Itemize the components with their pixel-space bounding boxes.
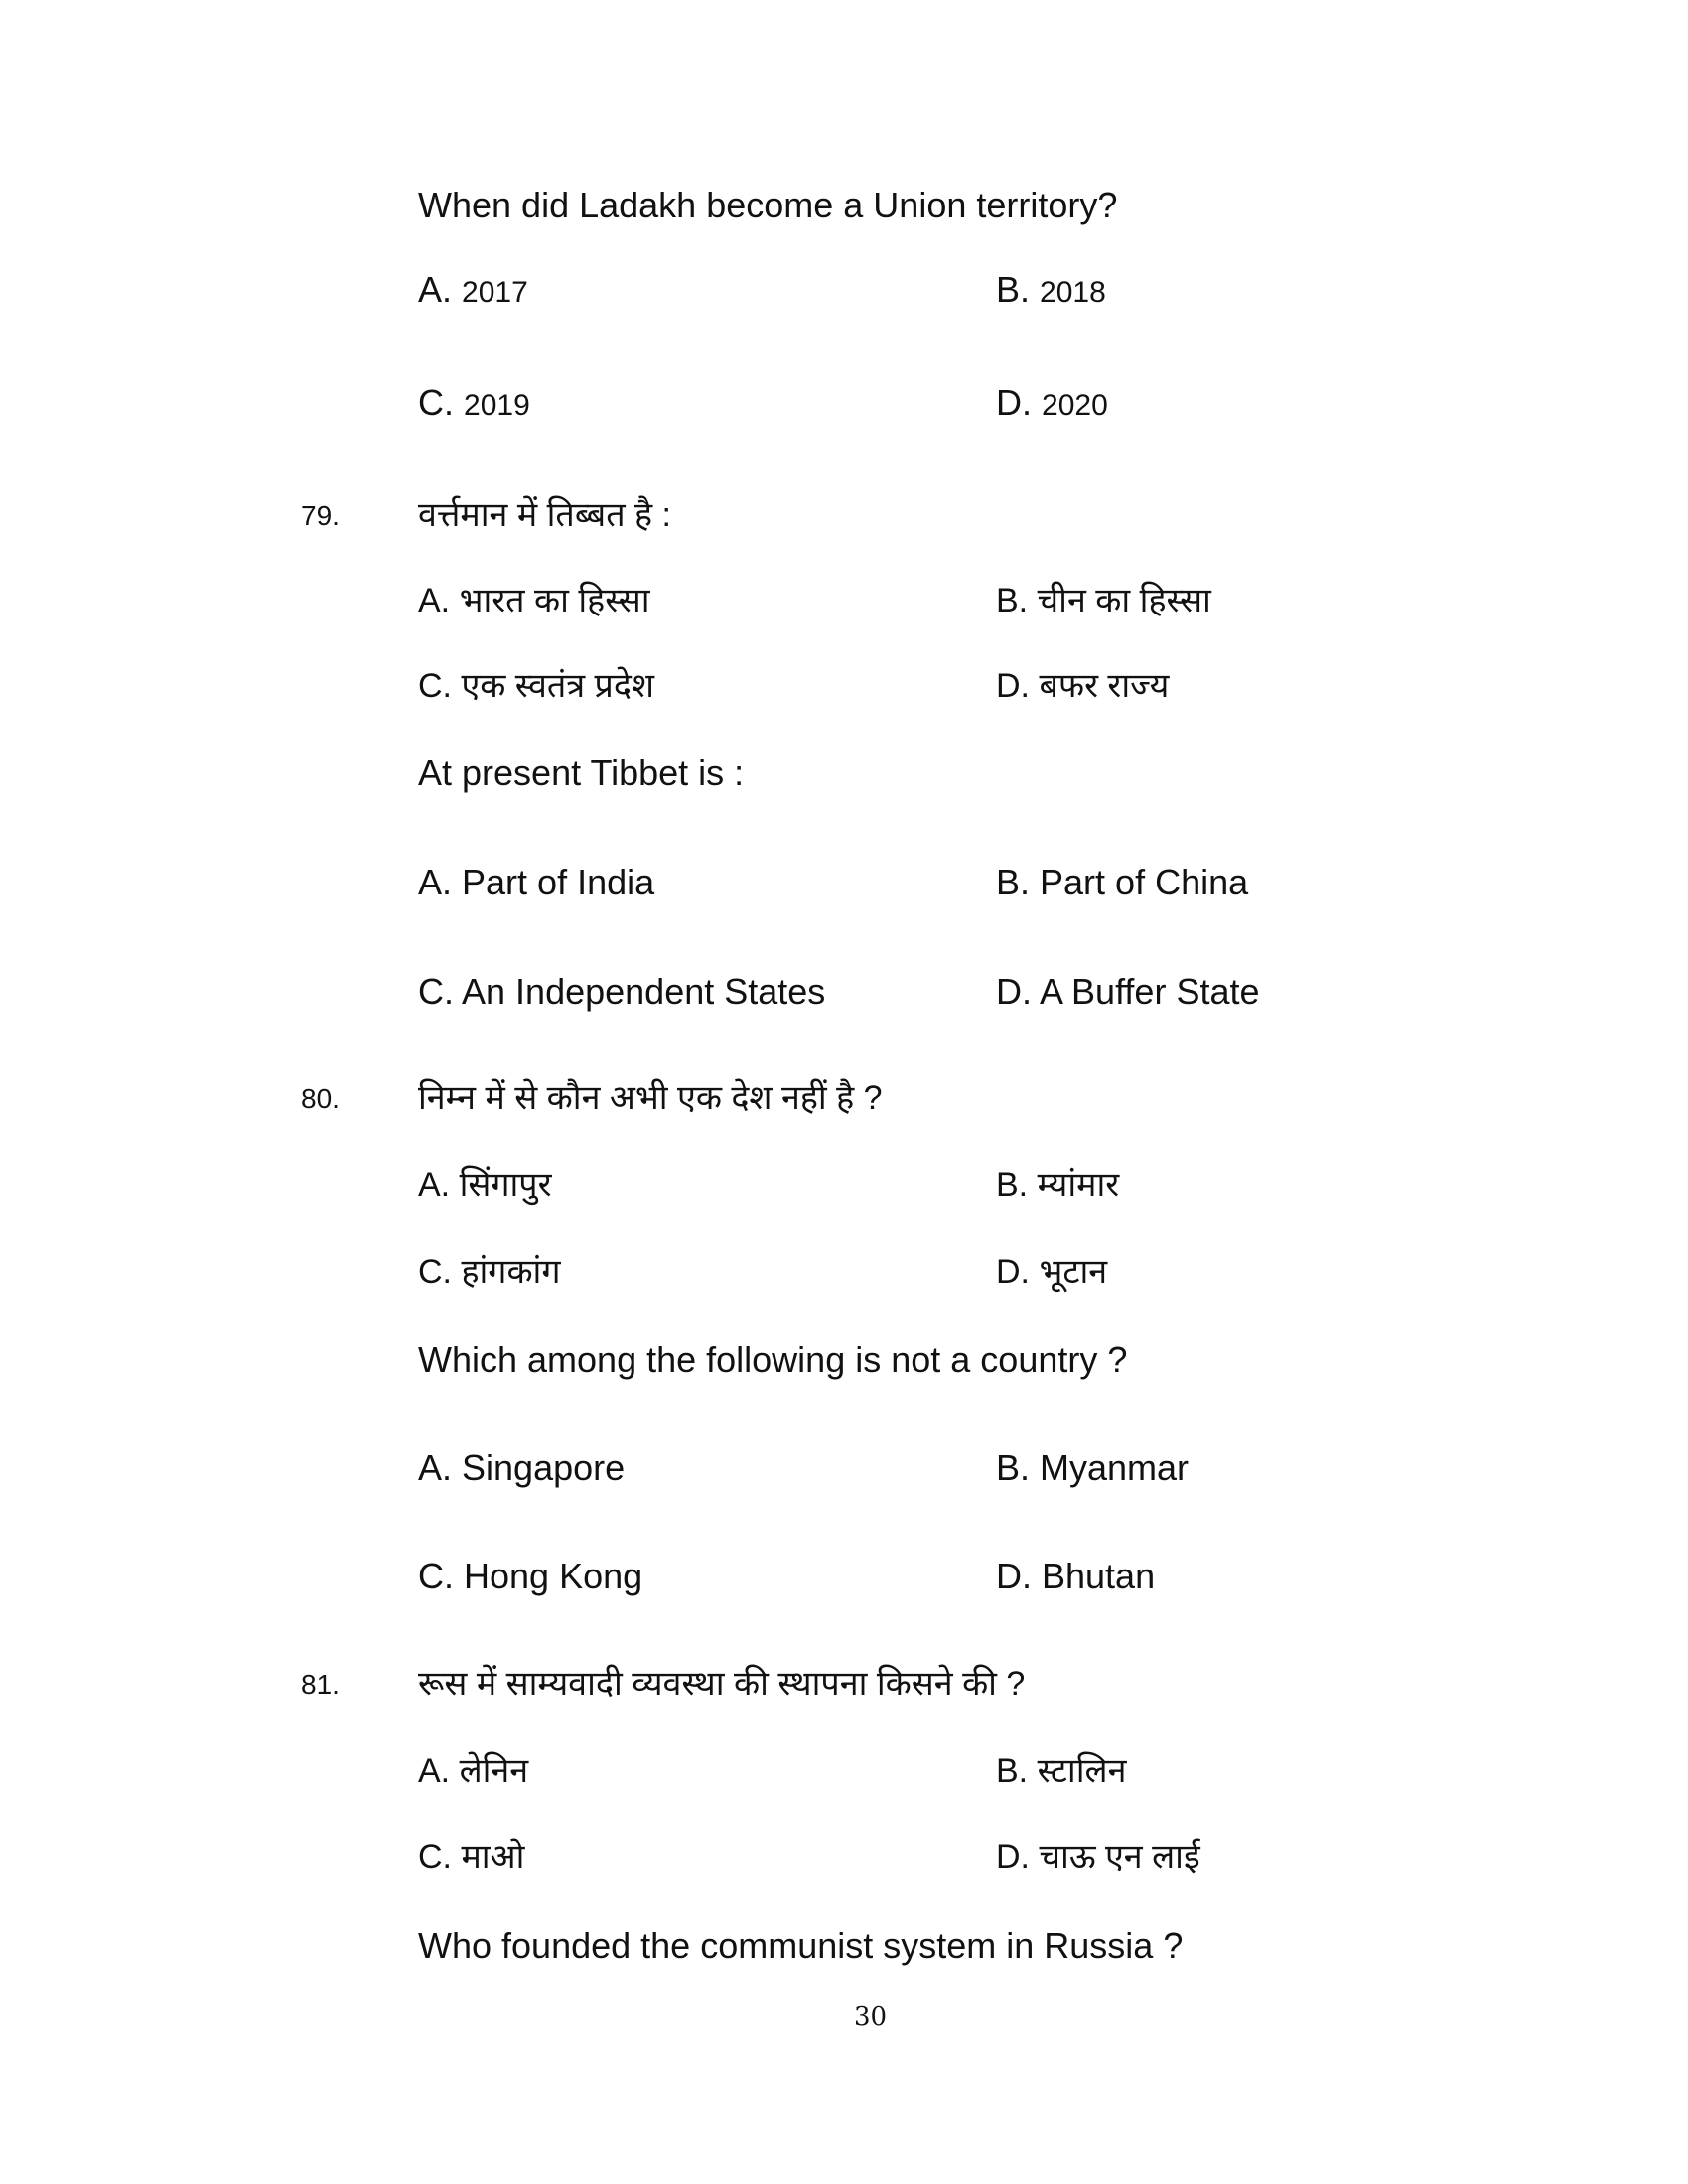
option-b-hindi: B. स्टालिन: [996, 1752, 1127, 1790]
question-text-hindi: वर्त्तमान में तिब्बत है :: [418, 496, 671, 534]
option-b: B. Myanmar: [996, 1447, 1190, 1488]
option-text: 2017: [462, 276, 528, 309]
option-c: [418, 382, 530, 423]
option-text: 2018: [1040, 276, 1106, 309]
option-label: B.: [996, 269, 1031, 310]
question-number: 79.: [301, 500, 340, 531]
question-text-english: Who founded the communist system in Russia ?: [418, 1925, 1184, 1966]
option-label: A.: [418, 269, 453, 310]
question-text-hindi: रूस में साम्यवादी व्यवस्था की स्थापना किसने की ?: [418, 1665, 1026, 1703]
option-d-hindi: D. भूटान: [996, 1253, 1108, 1291]
option-label: D.: [996, 382, 1032, 423]
option-b: B. Part of China: [996, 862, 1249, 902]
option-text: 2019: [464, 389, 530, 422]
question-text: When did Ladakh become a Union territory?: [418, 185, 1118, 225]
option-a-hindi: A. लेनिन: [418, 1752, 529, 1790]
option-d-hindi: D. बफर राज्य: [996, 667, 1170, 705]
option-a: A. Singapore: [418, 1447, 626, 1488]
option-b-hindi: B. चीन का हिस्सा: [996, 582, 1211, 619]
option-c: C. An Independent States: [418, 971, 826, 1012]
question-text-english: Which among the following is not a country ?: [418, 1339, 1128, 1380]
option-c-hindi: C. एक स्वतंत्र प्रदेश: [418, 667, 655, 705]
option-c-hindi: C. हांगकांग: [418, 1253, 561, 1291]
option-a-hindi: A. भारत का हिस्सा: [418, 582, 650, 619]
option-label: C.: [418, 382, 454, 423]
option-a: A. Part of India: [418, 862, 655, 902]
page-number: 30: [854, 2002, 888, 2032]
option-d: D. A Buffer State: [996, 971, 1260, 1012]
question-number: 81.: [301, 1669, 340, 1700]
option-c-hindi: C. माओ: [418, 1839, 525, 1876]
option-a-hindi: A. सिंगापुर: [418, 1166, 552, 1204]
option-d: [996, 382, 1108, 423]
question-text-english: At present Tibbet is :: [418, 752, 745, 793]
option-a: [418, 269, 528, 310]
question-text-hindi: निम्न में से कौन अभी एक देश नहीं है ?: [418, 1079, 883, 1117]
option-d: D. Bhutan: [996, 1556, 1156, 1596]
option-d-hindi: D. चाऊ एन लाई: [996, 1839, 1200, 1876]
option-b: [996, 269, 1106, 310]
question-number: 80.: [301, 1083, 340, 1114]
option-text: 2020: [1042, 389, 1108, 422]
option-b-hindi: B. म्यांमार: [996, 1166, 1120, 1204]
option-c: C. Hong Kong: [418, 1556, 643, 1596]
